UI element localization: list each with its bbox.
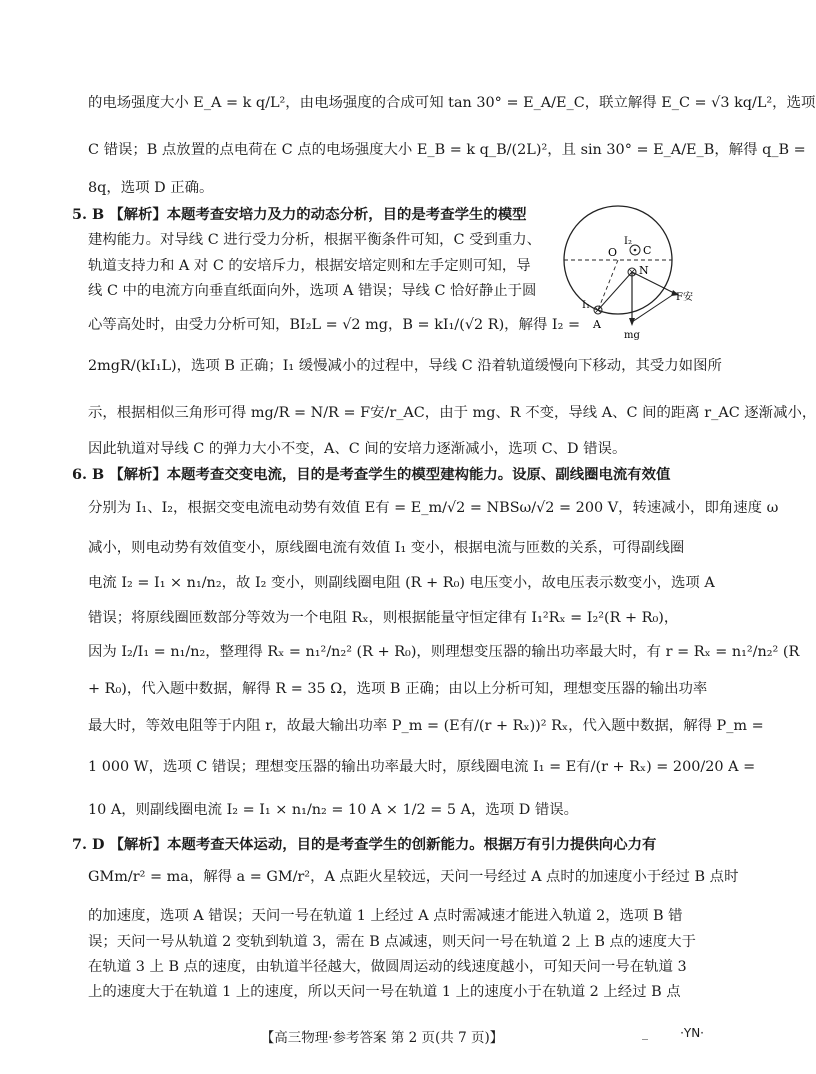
page-footer: 【高三物理·参考答案 第 2 页(共 7 页)】 bbox=[260, 1030, 504, 1046]
text-line: 8q，选项 D 正确。 bbox=[88, 180, 214, 196]
label-i2: I₂ bbox=[624, 236, 632, 247]
label-o: O bbox=[608, 246, 618, 259]
question-6-heading: 6. B 【解析】本题考查交变电流，目的是考查学生的模型建构能力。设原、副线圈电流有效值 bbox=[72, 466, 671, 483]
text-line: 10 A，则副线圈电流 I₂ = I₁ × n₁/n₂ = 10 A × 1/2 = 5 A，选项 D 错误。 bbox=[88, 802, 579, 818]
text-line: 误；天问一号从轨道 2 变轨到轨道 3，需在 B 点减速，则天问一号在轨道 2 上 B 点的速度大于 bbox=[88, 934, 696, 950]
question-7-heading: 7. D 【解析】本题考查天体运动，目的是考查学生的创新能力。根据万有引力提供向心力有 bbox=[72, 836, 657, 853]
text-line: 线 C 中的电流方向垂直纸面向外，选项 A 错误；导线 C 恰好静止于圆 bbox=[88, 283, 537, 299]
text-line: 最大时，等效电阻等于内阻 r，故最大输出功率 P_m = (E有/(r + Rₓ))² Rₓ，代入题中数据，解得 P_m = bbox=[88, 718, 764, 734]
text-line: C 错误；B 点放置的点电荷在 C 点的电场强度大小 E_B = k q_B/(2L)²，且 sin 30° = E_A/E_B，解得 q_B = bbox=[88, 142, 806, 158]
text-line: 上的速度大于在轨道 1 上的速度，所以天问一号在轨道 1 上的速度小于在轨道 2 上经过 B 点 bbox=[88, 984, 681, 1000]
text-line: 在轨道 3 上 B 点的速度，由轨道半径越大，做圆周运动的线速度越小，可知天问一号在轨道 3 bbox=[88, 959, 687, 975]
text-line: 因为 I₂/I₁ = n₁/n₂，整理得 Rₓ = n₁²/n₂² (R + R₀)，则理想变压器的输出功率最大时，有 r = Rₓ = n₁²/n₂² (R bbox=[88, 644, 800, 660]
text-line: 分别为 I₁、I₂，根据交变电流电动势有效值 E有 = E_m/√2 = NBSω/√2 = 200 V，转速减小，即角速度 ω bbox=[88, 500, 779, 516]
text-line: 1 000 W，选项 C 错误；理想变压器的输出功率最大时，原线圈电流 I₁ = E有/(r + Rₓ) = 200/20 A = bbox=[88, 759, 756, 775]
force-diagram bbox=[540, 204, 700, 344]
label-i1: I₁ bbox=[582, 300, 590, 311]
footer-dash: _ bbox=[642, 1026, 648, 1040]
label-a: A bbox=[593, 318, 601, 331]
question-5-heading: 5. B 【解析】本题考查安培力及力的动态分析，目的是考查学生的模型 bbox=[72, 206, 527, 223]
label-n: N bbox=[639, 264, 649, 277]
line-a-n bbox=[598, 272, 632, 310]
text-line: GMm/r² = ma，解得 a = GM/r²，A 点距火星较远，天问一号经过 A 点时的加速度小于经过 B 点时 bbox=[88, 869, 739, 885]
text-line: + R₀)，代入题中数据，解得 R = 35 Ω，选项 B 正确；由以上分析可知，理想变压器的输出功率 bbox=[88, 681, 708, 697]
text-line: 减小，则电动势有效值变小，原线圈电流有效值 I₁ 变小，根据电流与匝数的关系，可得副线圈 bbox=[88, 540, 685, 556]
wire-c-dot bbox=[634, 249, 637, 252]
text-line: 的电场强度大小 E_A = k q/L²，由电场强度的合成可知 tan 30° = E_A/E_C，联立解得 E_C = √3 kq/L²，选项 bbox=[88, 95, 816, 111]
triangle-side bbox=[632, 294, 674, 322]
text-line: 因此轨道对导线 C 的弹力大小不变，A、C 间的安培力逐渐减小，选项 C、D 错误。 bbox=[88, 441, 627, 457]
text-line: 的加速度，选项 A 错误；天问一号在轨道 1 上经过 A 点时需减速才能进入轨道 2，选项 B 错 bbox=[88, 908, 683, 924]
label-f: F安 bbox=[676, 292, 693, 303]
text-line: 错误；将原线圈匝数部分等效为一个电阻 Rₓ，则根据能量守恒定律有 I₁²Rₓ = I₂²(R + R₀)， bbox=[88, 610, 679, 626]
text-line: 建构能力。对导线 C 进行受力分析，根据平衡条件可知，C 受到重力、 bbox=[88, 232, 542, 248]
text-line: 电流 I₂ = I₁ × n₁/n₂，故 I₂ 变小，则副线圈电阻 (R + R₀) 电压变小，故电压表示数变小，选项 A bbox=[88, 575, 715, 591]
label-c: C bbox=[643, 244, 652, 257]
text-line: 2mgR/(kI₁L)，选项 B 正确；I₁ 缓慢减小的过程中，导线 C 沿着轨道缓慢向下移动，其受力如图所 bbox=[88, 358, 722, 374]
text-line: 示，根据相似三角形可得 mg/R = N/R = F安/r_AC，由于 mg、R 不变，导线 A、C 间的距离 r_AC 逐渐减小， bbox=[88, 405, 816, 421]
text-line: 心等高处时，由受力分析可知，BI₂L = √2 mg，B = kI₁/(√2 R)，解得 I₂ = bbox=[88, 317, 581, 333]
label-mg: mg bbox=[624, 330, 640, 341]
radius-line bbox=[598, 260, 618, 310]
footer-tag: ·YN· bbox=[680, 1026, 704, 1040]
text-line: 轨道支持力和 A 对 C 的安培斥力，根据安培定则和左手定则可知，导 bbox=[88, 258, 531, 274]
